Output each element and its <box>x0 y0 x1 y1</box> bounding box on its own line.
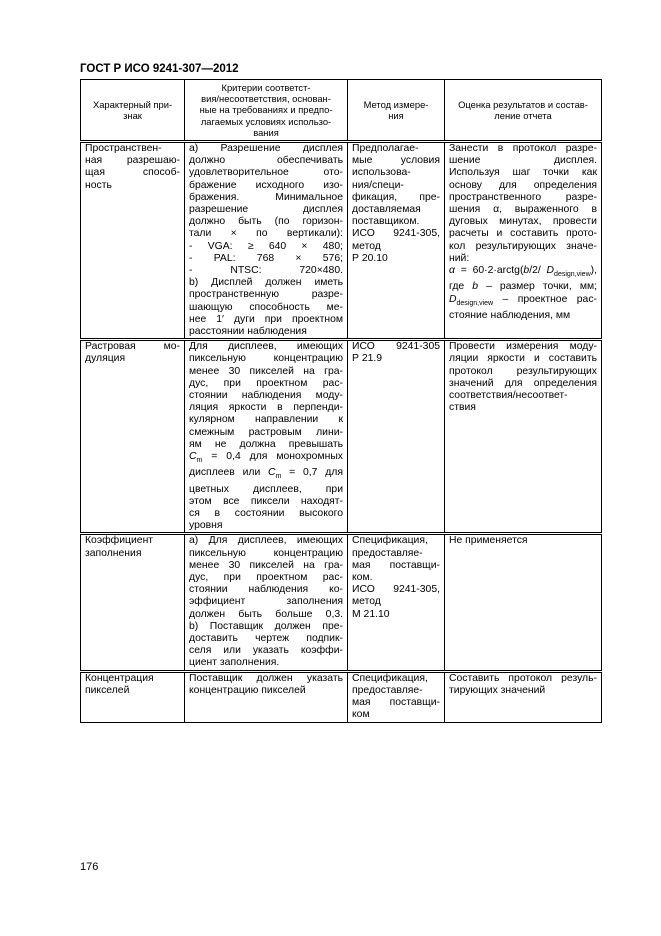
cell-method <box>348 340 445 534</box>
cell-line: основу для определения <box>449 179 597 191</box>
cell-line: ям не должна превышать <box>189 438 343 450</box>
cell-line: смежным растровым лини- <box>189 426 343 438</box>
cell-line: мые условия <box>352 155 440 167</box>
cell-line: предоставляе- <box>352 684 423 696</box>
cell-line: мая поставщи- <box>352 559 440 571</box>
cell-line: должно быть (по горизон- <box>189 216 343 228</box>
cell-method <box>348 534 445 671</box>
document-header: ГОСТ Р ИСО 9241-307—2012 <box>80 63 239 75</box>
cell-line: шающую способность ме- <box>189 301 343 313</box>
cell-line: ком <box>352 709 370 721</box>
cell-line: пиксельную концентрацию <box>189 547 343 559</box>
cell-line: кол результирующих значе- <box>449 240 597 252</box>
cell-line: где b – размер точки, мм; <box>449 281 597 293</box>
cell-line: $C_m = 0,4$ для монохромных <box>189 451 343 465</box>
cell-line: Концентрация <box>85 672 154 684</box>
cell-evaluation <box>445 340 602 534</box>
table-header-row <box>81 80 602 142</box>
cell-line: Спецификация, <box>352 672 428 684</box>
cell-line: $D_{design,view}$ – проектное рас- <box>449 293 597 307</box>
cell-line: менее 30 пикселей на гра- <box>189 559 343 571</box>
cell-feature <box>81 671 185 722</box>
cell-line: Не применяется <box>449 535 528 547</box>
cell-line: - PAL: 768 × 576; <box>189 252 343 264</box>
cell-line: пикселей <box>85 684 130 696</box>
table-row <box>81 534 602 671</box>
cell-criteria <box>185 340 348 534</box>
cell-line: шения α, выраженного в <box>449 204 597 216</box>
cell-line: цветных дисплеев, при <box>189 483 343 495</box>
cell-line: Спецификация, <box>352 535 428 547</box>
cell-line: доставить чертеж подпик- <box>189 633 343 645</box>
cell-line: Для дисплеев, имеющих <box>189 341 343 353</box>
cell-line: Коэффициент <box>85 535 154 547</box>
cell-line: уровня <box>189 520 223 532</box>
cell-line: стояние наблюдения, мм <box>449 309 571 321</box>
cell-line: Растровая мо- <box>85 341 180 353</box>
cell-line: расчеты и составить прото- <box>449 228 597 240</box>
cell-line: α = 60·2·arctg(b/2/ $D_{design,view}$), <box>449 265 597 279</box>
cell-line: стоянии наблюдения моду- <box>189 390 343 402</box>
cell-evaluation <box>445 534 602 671</box>
cell-evaluation <box>445 142 602 340</box>
cell-line: Р 20.10 <box>352 252 388 264</box>
cell-line: ляция яркости в перпенди- <box>189 402 343 414</box>
cell-line: пиксельную концентрацию <box>189 353 343 365</box>
cell-line: должен быть больше 0,3. <box>189 608 343 620</box>
cell-line: менее 30 пикселей на гра- <box>189 365 343 377</box>
cell-line: а) Для дисплеев, имеющих <box>189 535 343 547</box>
cell-line: значений для определения <box>449 377 597 389</box>
cell-criteria <box>185 142 348 340</box>
cell-line: использова- <box>352 167 411 179</box>
cell-line: протокол результирующих <box>449 365 597 377</box>
cell-line: Занести в протокол разре- <box>449 143 597 154</box>
cell-line: дус, при проектном рас- <box>189 572 343 584</box>
cell-line: пространственного разре- <box>449 191 597 203</box>
cell-line: метод <box>352 240 381 252</box>
cell-line: ния/специ- <box>352 179 404 191</box>
cell-line: ИСО 9241-305, <box>352 228 440 240</box>
cell-line: ком. <box>352 572 373 584</box>
cell-line: ИСО 9241-305 <box>352 341 440 353</box>
cell-line: фикация, пре- <box>352 191 440 203</box>
cell-line: Предполагае- <box>352 143 419 154</box>
cell-line: эффициент заполнения <box>189 596 343 608</box>
cell-line: поставщиком. <box>352 216 420 228</box>
cell-line: Поставщик должен указать <box>189 672 343 684</box>
header-evaluation: Оценка результатов и состав- ление отчета <box>445 80 602 142</box>
cell-feature <box>81 142 185 340</box>
cell-line: ся в состоянии высокого <box>189 508 343 520</box>
cell-line: должно обеспечивать <box>189 155 343 167</box>
table-row <box>81 340 602 534</box>
cell-line: ИСО 9241-305, <box>352 584 440 596</box>
header-criteria: Критерии соответст- вия/несоответствия, основан- ные на требованиях и предпо- лагаемых условиях использо- вания <box>185 80 348 142</box>
table-row <box>81 142 602 340</box>
cell-line: М 21.10 <box>352 608 390 620</box>
cell-line: дисплеев или $C_m = 0,7$ для <box>189 467 343 481</box>
cell-line: дуляция <box>85 353 126 365</box>
requirements-table <box>80 79 602 723</box>
cell-line: а) Разрешение дисплея <box>189 143 343 154</box>
header-feature: Характерный при- знак <box>81 80 185 142</box>
cell-line: Пространствен- <box>85 143 162 154</box>
cell-line: этом все пиксели находят- <box>189 495 343 507</box>
cell-line: разрешение дисплея <box>189 204 343 216</box>
cell-line: Используя шаг точки как <box>449 167 597 179</box>
cell-line: тали × по вертикали): <box>189 228 343 240</box>
cell-line: циент заполнения. <box>189 657 280 669</box>
cell-line: бражения. Минимальное <box>189 191 343 203</box>
cell-line: ность <box>85 179 112 191</box>
cell-line: - NTSC: 720×480. <box>189 265 343 277</box>
cell-method <box>348 142 445 340</box>
cell-line: стоянии наблюдения ко- <box>189 584 343 596</box>
cell-line: бражение исходного изо- <box>189 179 343 191</box>
cell-line: концентрацию пикселей <box>189 684 306 696</box>
cell-line: доставляемая <box>352 204 421 216</box>
cell-feature <box>81 340 185 534</box>
cell-criteria <box>185 534 348 671</box>
cell-line: ляции яркости и составить <box>449 353 597 365</box>
cell-line: метод <box>352 596 381 608</box>
header-method: Метод измере- ния <box>348 80 445 142</box>
cell-line: заполнения <box>85 547 142 559</box>
cell-line: мая поставщи- <box>352 697 440 709</box>
cell-line: щая способ- <box>85 167 180 179</box>
cell-line: Р 21.9 <box>352 353 383 365</box>
cell-line: предоставляе- <box>352 547 423 559</box>
table-row <box>81 671 602 722</box>
cell-line: ная разрешаю- <box>85 155 180 167</box>
cell-line: b) Дисплей должен иметь <box>189 277 343 289</box>
cell-line: тирующих значений <box>449 684 546 696</box>
cell-line: Провести измерения моду- <box>449 341 597 353</box>
cell-line: селя или указать коэффи- <box>189 645 343 657</box>
cell-line: b) Поставщик должен пре- <box>189 620 343 632</box>
cell-feature <box>81 534 185 671</box>
page-number: 176 <box>80 861 99 873</box>
cell-line: расстоянии наблюдения <box>189 326 307 338</box>
cell-line: пространственную разре- <box>189 289 343 301</box>
cell-method <box>348 671 445 722</box>
cell-line: кулярном направлении к <box>189 414 343 426</box>
cell-line: дуговых минутах, провести <box>449 216 597 228</box>
cell-line: - VGA: ≥ 640 × 480; <box>189 240 343 252</box>
cell-line: соответствия/несоответ- <box>449 390 568 402</box>
cell-line: ствия <box>449 402 476 414</box>
cell-line: дус, при проектном рас- <box>189 377 343 389</box>
cell-criteria <box>185 671 348 722</box>
cell-line: шение дисплея. <box>449 155 597 167</box>
cell-line: нее 1′ дуги при проектном <box>189 313 343 325</box>
cell-evaluation <box>445 671 602 722</box>
cell-line: ний: <box>449 252 470 264</box>
cell-line: Составить протокол резуль- <box>449 672 597 684</box>
cell-line: удовлетворительное ото- <box>189 167 343 179</box>
